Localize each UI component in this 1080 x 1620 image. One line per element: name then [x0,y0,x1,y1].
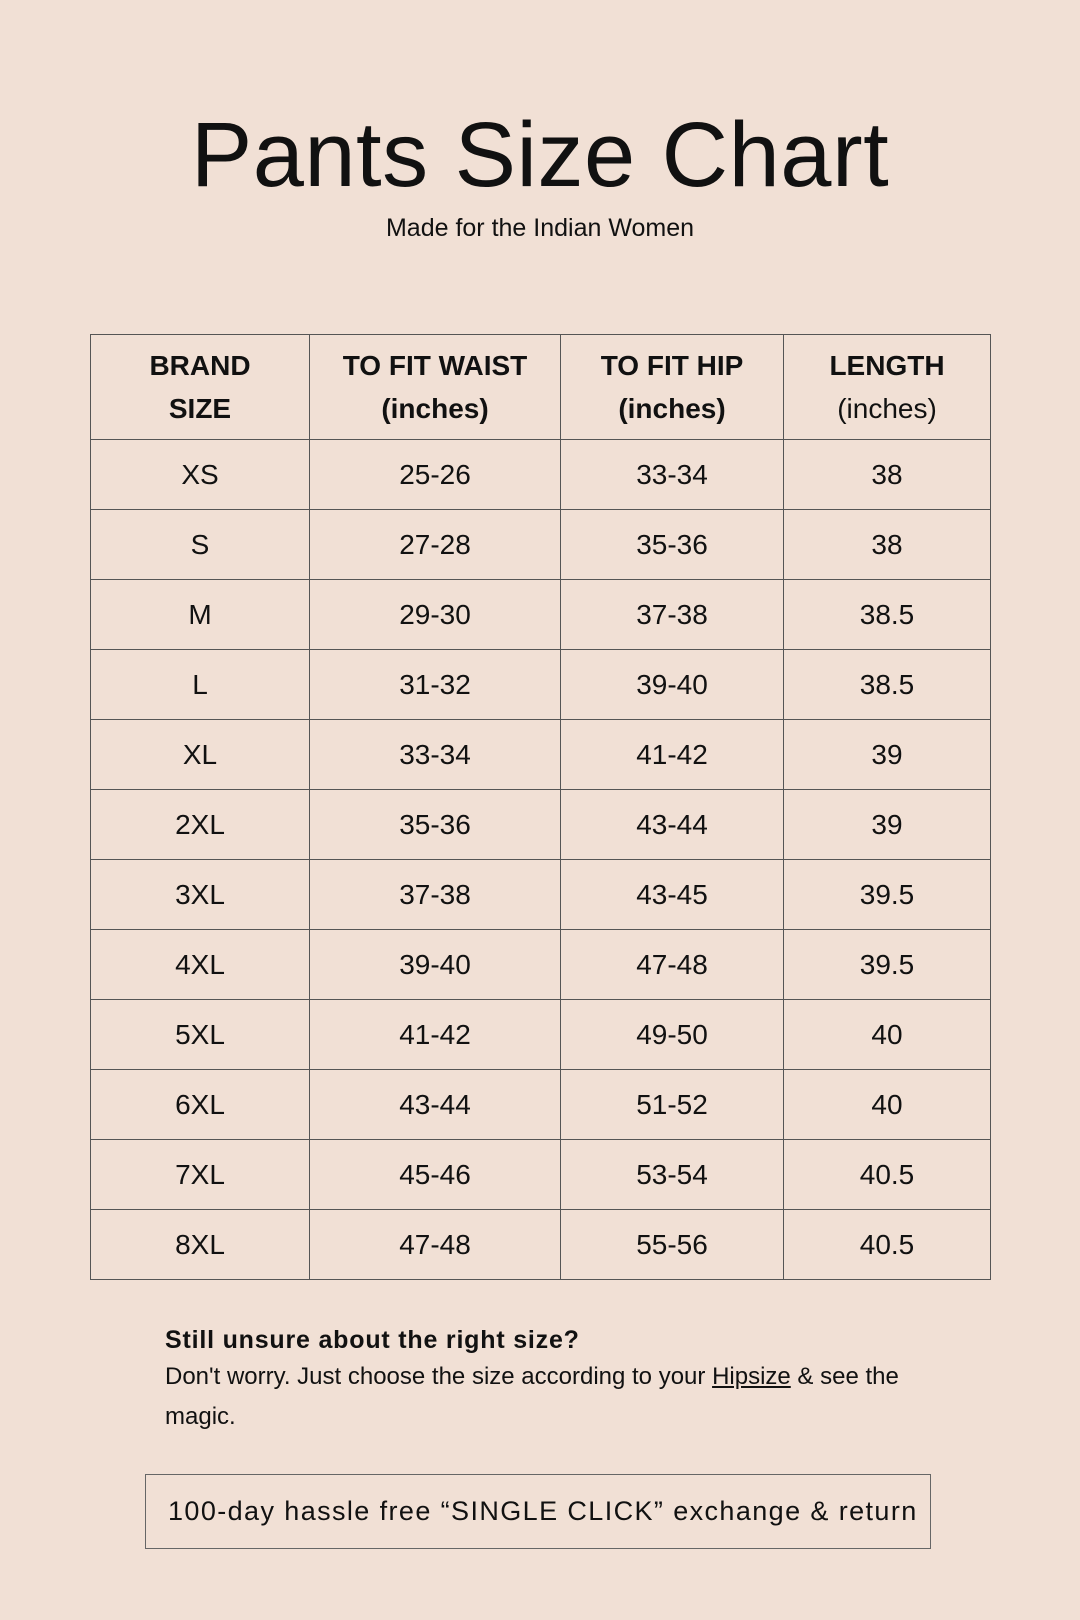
cell-waist: 27-28 [310,510,561,580]
header-hip-line1: TO FIT HIP [600,350,744,381]
cell-waist: 35-36 [310,790,561,860]
cell-brand-size: XL [91,720,310,790]
table-row [91,790,991,860]
cell-brand-size: 3XL [91,860,310,930]
cell-brand-size: XS [91,440,310,510]
cell-length: 39 [784,790,991,860]
table-row [91,720,991,790]
hipsize-link[interactable]: Hipsize [712,1363,791,1390]
header-waist-line2: (inches) [381,393,489,424]
cell-length: 38.5 [784,650,991,720]
cell-length: 40 [784,1070,991,1140]
cell-length: 38 [784,510,991,580]
size-chart-table [90,334,991,1280]
table-row [91,1140,991,1210]
header-waist [310,335,561,440]
table-row [91,930,991,1000]
cell-waist: 39-40 [310,930,561,1000]
cell-waist: 31-32 [310,650,561,720]
note-heading: Still unsure about the right size? [165,1326,580,1354]
page-title: Pants Size Chart [190,104,890,206]
page-subtitle: Made for the Indian Women [385,214,695,242]
cell-brand-size: 7XL [91,1140,310,1210]
table-row [91,580,991,650]
header-brand-size [91,335,310,440]
table-row [91,650,991,720]
cell-length: 39.5 [784,930,991,1000]
header-length-line2: (inches) [837,393,937,424]
cell-hip: 35-36 [561,510,784,580]
cell-hip: 49-50 [561,1000,784,1070]
table-header [91,335,991,440]
cell-hip: 55-56 [561,1210,784,1280]
cell-waist: 37-38 [310,860,561,930]
header-hip-line2: (inches) [618,393,726,424]
cell-length: 40.5 [784,1210,991,1280]
cell-length: 40 [784,1000,991,1070]
table-row [91,1000,991,1070]
cell-hip: 53-54 [561,1140,784,1210]
cell-hip: 47-48 [561,930,784,1000]
cell-hip: 39-40 [561,650,784,720]
header-hip [561,335,784,440]
cell-brand-size: 6XL [91,1070,310,1140]
note-text-before: Don't worry. Just choose the size according to your [165,1363,713,1390]
exchange-return-banner: 100-day hassle free “SINGLE CLICK” exchange & return [145,1474,931,1549]
cell-hip: 43-45 [561,860,784,930]
cell-length: 38 [784,440,991,510]
cell-waist: 33-34 [310,720,561,790]
cell-length: 40.5 [784,1140,991,1210]
cell-hip: 37-38 [561,580,784,650]
cell-brand-size: 8XL [91,1210,310,1280]
table-row [91,860,991,930]
cell-length: 39.5 [784,860,991,930]
size-help-note [165,1323,965,1437]
header-brand-size-line2: SIZE [168,393,232,424]
table-row [91,1070,991,1140]
cell-waist: 47-48 [310,1210,561,1280]
cell-hip: 43-44 [561,790,784,860]
header-length-line1: LENGTH [829,350,945,381]
cell-brand-size: L [91,650,310,720]
header-length [784,335,991,440]
header-brand-size-line1: BRAND [149,350,251,381]
table-row [91,510,991,580]
cell-length: 39 [784,720,991,790]
cell-length: 38.5 [784,580,991,650]
table-row [91,1210,991,1280]
header-waist-line1: TO FIT WAIST [342,350,528,381]
cell-waist: 41-42 [310,1000,561,1070]
cell-waist: 25-26 [310,440,561,510]
cell-brand-size: 4XL [91,930,310,1000]
cell-brand-size: S [91,510,310,580]
cell-brand-size: 5XL [91,1000,310,1070]
cell-waist: 29-30 [310,580,561,650]
note-text-after: & see the magic. [165,1363,899,1430]
table-row [91,440,991,510]
note-text [165,1357,965,1437]
cell-waist: 43-44 [310,1070,561,1140]
table-body [91,440,991,1280]
header-row [91,335,991,440]
cell-hip: 41-42 [561,720,784,790]
cell-brand-size: M [91,580,310,650]
cell-brand-size: 2XL [91,790,310,860]
cell-waist: 45-46 [310,1140,561,1210]
cell-hip: 51-52 [561,1070,784,1140]
cell-hip: 33-34 [561,440,784,510]
